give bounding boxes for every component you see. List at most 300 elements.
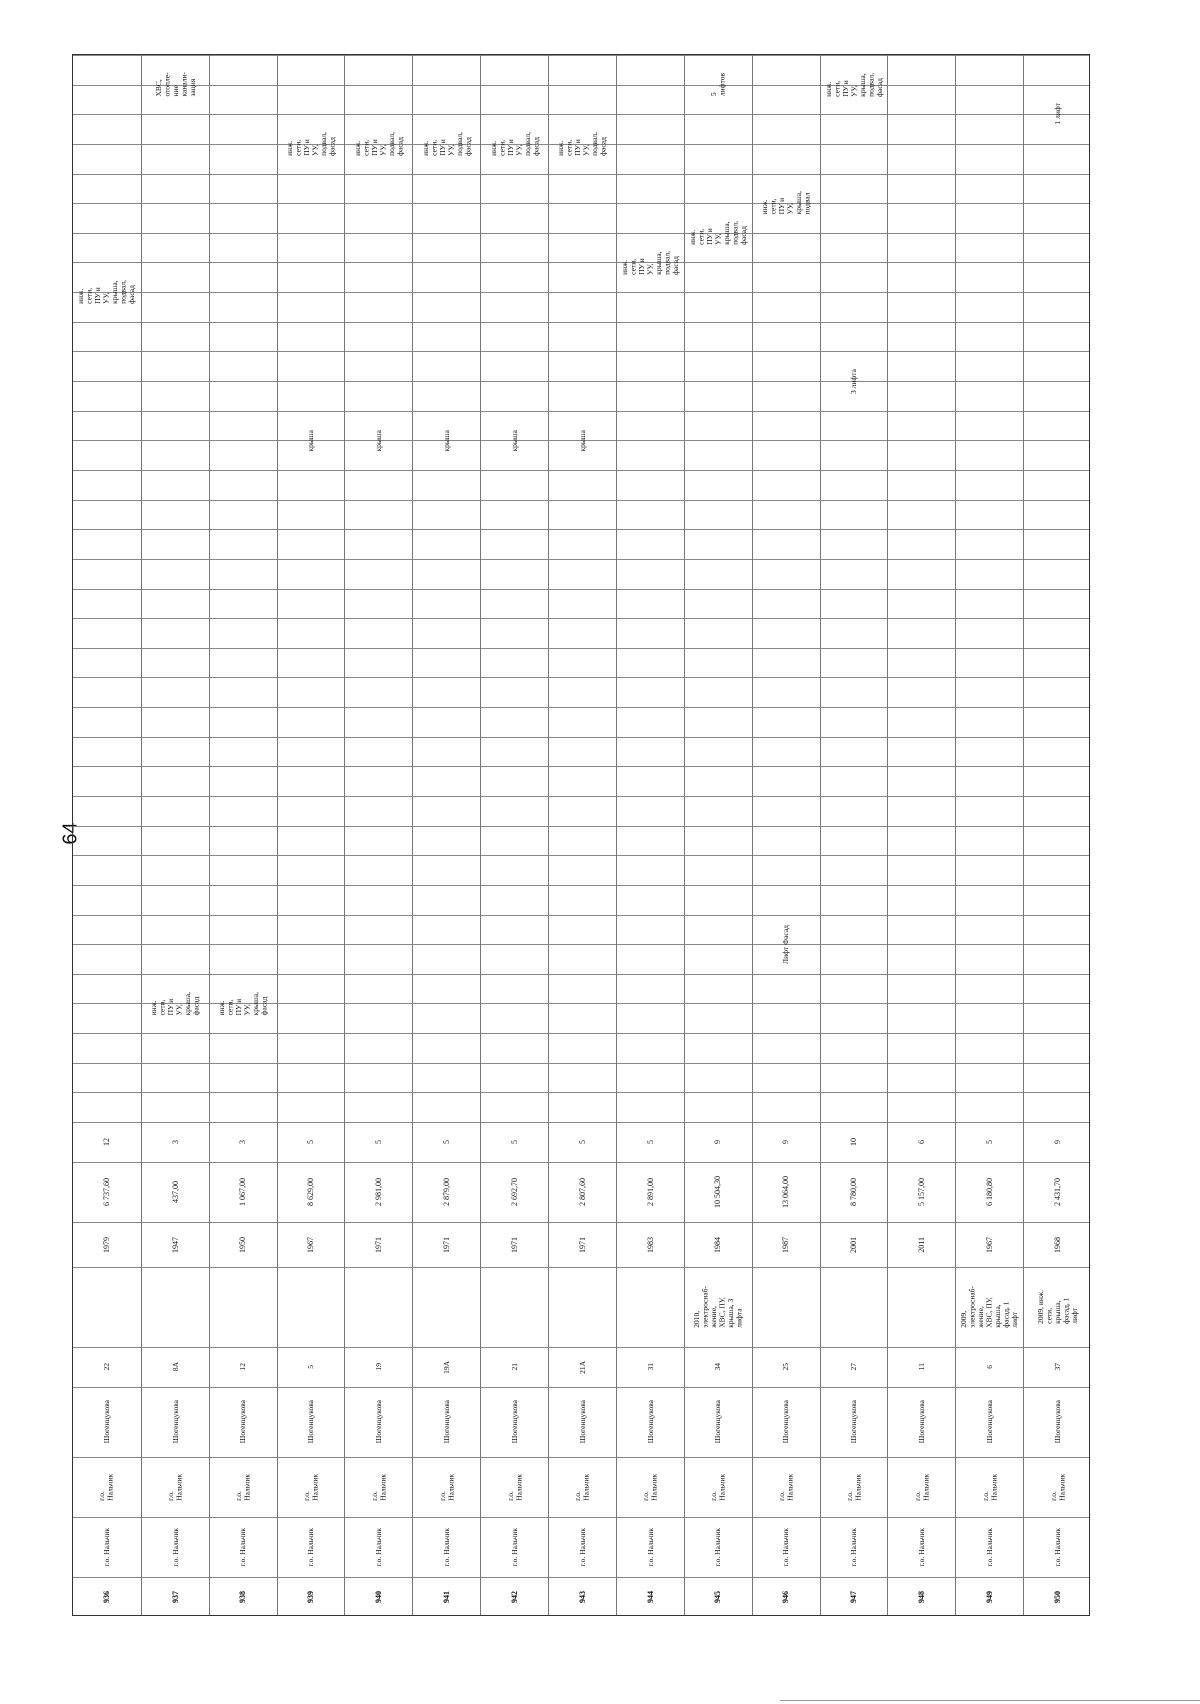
cell-text: г.о. Нальчик (713, 1527, 723, 1567)
cell-area (210, 1162, 278, 1222)
cell-text: г.о. Нальчик (1048, 1473, 1067, 1501)
cell-text: 5 (306, 1365, 316, 1369)
cell-house (481, 1347, 549, 1387)
cell-floors (821, 1122, 889, 1162)
cell-text: 2010, электроснаб- жение, ХВС, ПУ, крыша, 3 лифта (692, 1286, 744, 1328)
cell-district (1024, 1517, 1092, 1577)
cell-text: 948 (917, 1591, 927, 1603)
cell-no (956, 1577, 1024, 1617)
cell-year (345, 1222, 413, 1267)
cell-text: Шогенцукова (374, 1400, 384, 1444)
cell-year (73, 1222, 141, 1267)
cell-text: Шогенцукова (713, 1400, 723, 1444)
cell-house (685, 1347, 753, 1387)
work-cell (753, 174, 821, 233)
cell-text: г.о. Нальчик (166, 1473, 184, 1501)
cell-area (617, 1162, 685, 1222)
cell-text: г.о. Нальчик (306, 1527, 316, 1567)
cell-street (753, 1387, 821, 1457)
cell-text: г.о. Нальчик (97, 1473, 115, 1501)
cell-text: 942 (509, 1591, 519, 1603)
cell-text: 1968 (1052, 1236, 1062, 1253)
cell-locality (210, 1457, 278, 1517)
cell-locality (278, 1457, 346, 1517)
table-row (73, 55, 141, 1615)
cell-house (278, 1347, 346, 1387)
table-row (684, 55, 752, 1615)
cell-text: г.о. Нальчик (917, 1527, 927, 1567)
cell-text: 1984 (713, 1236, 723, 1253)
page-number: 64 (59, 822, 82, 845)
cell-no (1024, 1577, 1092, 1617)
cell-house (821, 1347, 889, 1387)
cell-text: 13 064,00 (781, 1176, 791, 1208)
cell-locality (685, 1457, 753, 1517)
cell-text: г.о. Нальчик (1052, 1527, 1062, 1567)
table-row (141, 55, 209, 1615)
cell-text: Шогенцукова (781, 1400, 791, 1444)
cell-locality (73, 1457, 141, 1517)
cell-text: Шогенцукова (577, 1400, 587, 1444)
work-cell (481, 411, 549, 470)
cell-locality (956, 1457, 1024, 1517)
work-cell (481, 114, 549, 173)
cell-text: 9 (1052, 1140, 1062, 1144)
work-text: инж. сети, ПУ и УУ, крыша, фасад (217, 991, 269, 1016)
work-text: инж. сети, ПУ и УУ, крыша, подвал (760, 191, 812, 215)
cell-area (888, 1162, 956, 1222)
cell-text: 1947 (170, 1236, 180, 1253)
work-cell (549, 411, 617, 470)
cell-district (210, 1517, 278, 1577)
cell-text: 1987 (781, 1236, 791, 1253)
cell-text: Шогенцукова (101, 1400, 111, 1444)
cell-street (617, 1387, 685, 1457)
cell-text: г.о. Нальчик (369, 1473, 388, 1501)
cell-text: 2 879,00 (442, 1178, 451, 1206)
cell-district (142, 1517, 210, 1577)
cell-text: Шогенцукова (238, 1400, 248, 1444)
cell-text: 12 (238, 1363, 248, 1371)
cell-done (685, 1267, 753, 1347)
cell-text: 2 981,00 (374, 1178, 384, 1206)
cell-year (1024, 1222, 1092, 1267)
cell-district (821, 1517, 889, 1577)
cell-text: 31 (645, 1363, 655, 1371)
cell-done (413, 1267, 481, 1347)
cell-year (549, 1222, 617, 1267)
cell-done (753, 1267, 821, 1347)
cell-text: 3 (238, 1140, 248, 1144)
work-cell (345, 411, 413, 470)
cell-text: г.о. Нальчик (509, 1527, 519, 1567)
cell-text: г.о. Нальчик (984, 1527, 994, 1567)
work-cell (821, 55, 889, 114)
cell-text: г.о. Нальчик (641, 1473, 659, 1501)
cell-text: Шогенцукова (984, 1400, 994, 1444)
cell-area (413, 1162, 481, 1222)
work-cell (1024, 85, 1092, 144)
cell-house (956, 1347, 1024, 1387)
cell-house (142, 1347, 210, 1387)
cell-text: Шогенцукова (170, 1400, 180, 1444)
cell-area (345, 1162, 413, 1222)
cell-text: г.о. Нальчик (849, 1527, 859, 1567)
cell-district (413, 1517, 481, 1577)
cell-text: 6 (917, 1140, 927, 1144)
work-text: крыша (509, 429, 519, 452)
cell-text: 5 (509, 1140, 519, 1144)
cell-house (73, 1347, 141, 1387)
cell-text: 5 (984, 1140, 994, 1144)
cell-house (413, 1347, 481, 1387)
cell-text: 1967 (306, 1236, 316, 1253)
cell-floors (278, 1122, 346, 1162)
cell-text: 19А (442, 1360, 451, 1374)
cell-text: г.о. Нальчик (709, 1473, 727, 1501)
work-text: крыша (577, 429, 587, 452)
work-text: инж. сети, ПУ и УУ, подвал, фасад (556, 131, 608, 156)
cell-text: 2 692,70 (509, 1178, 519, 1206)
cell-text: 11 (917, 1363, 927, 1371)
cell-text: Шогенцукова (645, 1400, 655, 1444)
cell-floors (481, 1122, 549, 1162)
cell-text: 12 (101, 1138, 111, 1146)
cell-street (821, 1387, 889, 1457)
cell-text: 37 (1052, 1363, 1062, 1371)
cell-no (888, 1577, 956, 1617)
cell-area (685, 1162, 753, 1222)
table-row (548, 55, 616, 1615)
cell-no (753, 1577, 821, 1617)
cell-district (956, 1517, 1024, 1577)
cell-year (617, 1222, 685, 1267)
cell-district (73, 1517, 141, 1577)
cell-no (278, 1577, 346, 1617)
cell-locality (413, 1457, 481, 1517)
cell-area (821, 1162, 889, 1222)
work-text: инж. сети, ПУ и УУ, подвал, фасад (488, 131, 541, 156)
cell-done (73, 1267, 141, 1347)
cell-no (685, 1577, 753, 1617)
work-text: крыша (306, 429, 316, 452)
cell-text: г.о. Нальчик (980, 1473, 999, 1501)
cell-text: 5 (442, 1140, 451, 1144)
cell-year (956, 1222, 1024, 1267)
cell-text: 949 (984, 1591, 994, 1603)
cell-text: 8 629,00 (306, 1178, 316, 1206)
cell-text: Шогенцукова (849, 1400, 859, 1444)
cell-text: г.о. Нальчик (101, 1527, 111, 1567)
cell-text: 5 (306, 1140, 316, 1144)
cell-done (278, 1267, 346, 1347)
cell-no (617, 1577, 685, 1617)
cell-street (549, 1387, 617, 1457)
cell-no (345, 1577, 413, 1617)
work-text: 1 лифт (1052, 103, 1062, 126)
cell-year (753, 1222, 821, 1267)
work-text: инж. сети, ПУ и УУ, крыша, фасад (149, 991, 201, 1016)
work-cell (278, 114, 346, 173)
cell-text: 941 (442, 1591, 451, 1603)
cell-text: 25 (781, 1363, 791, 1371)
cell-done (617, 1267, 685, 1347)
work-cell (821, 351, 889, 410)
table-row (480, 55, 548, 1615)
work-text: крыша (442, 429, 451, 452)
cell-text: г.о. Нальчик (170, 1527, 180, 1567)
cell-house (210, 1347, 278, 1387)
cell-district (753, 1517, 821, 1577)
cell-text: г.о. Нальчик (437, 1473, 456, 1501)
cell-text: 34 (713, 1363, 723, 1371)
cell-no (210, 1577, 278, 1617)
cell-text: 8А (170, 1362, 180, 1372)
cell-text: г.о. Нальчик (302, 1473, 320, 1501)
cell-text: 939 (306, 1591, 316, 1603)
cell-area (278, 1162, 346, 1222)
cell-text: 2011 (917, 1236, 927, 1253)
cell-floors (210, 1122, 278, 1162)
cell-floors (685, 1122, 753, 1162)
cell-text: 938 (238, 1591, 248, 1603)
work-text: Лифт Фасад (781, 924, 791, 964)
cell-text: 1971 (374, 1236, 384, 1253)
table-row (955, 55, 1023, 1615)
work-cell (685, 55, 753, 114)
work-text: инж. сети, ПУ и УУ, крыша, подвал, фасад (76, 280, 137, 305)
cell-text: 22 (101, 1363, 111, 1371)
cell-locality (888, 1457, 956, 1517)
cell-text: Шогенцукова (1052, 1400, 1062, 1444)
work-text: 5 лифтов (709, 73, 727, 97)
cell-text: 943 (577, 1591, 587, 1603)
cell-no (413, 1577, 481, 1617)
work-cell (73, 262, 141, 321)
cell-street (1024, 1387, 1092, 1457)
cell-text: 1950 (238, 1236, 248, 1253)
work-cell (210, 974, 278, 1033)
cell-house (549, 1347, 617, 1387)
cell-year (142, 1222, 210, 1267)
cell-area (549, 1162, 617, 1222)
cell-done (888, 1267, 956, 1347)
cell-text: 1971 (577, 1236, 587, 1253)
cell-locality (821, 1457, 889, 1517)
cell-text: 1971 (509, 1236, 519, 1253)
cell-street (685, 1387, 753, 1457)
cell-text: 944 (645, 1591, 655, 1603)
cell-year (685, 1222, 753, 1267)
cell-text: 1979 (101, 1236, 111, 1253)
cell-street (278, 1387, 346, 1457)
cell-text: г.о. Нальчик (374, 1527, 384, 1567)
cell-street (888, 1387, 956, 1457)
work-text: инж. сети, ПУ и УУ, крыша, подвал, фасад (687, 220, 748, 245)
table-row (344, 55, 412, 1615)
cell-done (142, 1267, 210, 1347)
cell-street (481, 1387, 549, 1457)
cell-district (617, 1517, 685, 1577)
cell-text: г.о. Нальчик (442, 1527, 451, 1567)
cell-text: 8 780,00 (849, 1178, 859, 1206)
cell-area (1024, 1162, 1092, 1222)
cell-done (956, 1267, 1024, 1347)
cell-district (888, 1517, 956, 1577)
cell-house (753, 1347, 821, 1387)
cell-done (549, 1267, 617, 1347)
cell-area (753, 1162, 821, 1222)
cell-locality (481, 1457, 549, 1517)
cell-area (73, 1162, 141, 1222)
cell-text: 2 891,00 (645, 1178, 655, 1206)
cell-locality (617, 1457, 685, 1517)
cell-text: 5 (645, 1140, 655, 1144)
cell-text: 945 (713, 1591, 723, 1603)
work-text: инж. сети, ПУ и УУ, подвал, фасад (285, 131, 337, 156)
cell-text: 10 504,30 (713, 1176, 723, 1208)
work-cell (278, 411, 346, 470)
cell-year (821, 1222, 889, 1267)
cell-house (617, 1347, 685, 1387)
cell-text: 1983 (645, 1236, 655, 1253)
table-row (820, 55, 888, 1615)
cell-text: 950 (1052, 1591, 1062, 1603)
work-cell (345, 114, 413, 173)
cell-done (481, 1267, 549, 1347)
table-row (616, 55, 684, 1615)
cell-no (821, 1577, 889, 1617)
cell-text: 9 (713, 1140, 723, 1144)
cell-text: 2 431,70 (1052, 1178, 1062, 1206)
cell-locality (753, 1457, 821, 1517)
cell-text: 6 (984, 1365, 994, 1369)
cell-year (888, 1222, 956, 1267)
cell-street (73, 1387, 141, 1457)
cell-text: Шогенцукова (917, 1400, 927, 1444)
cell-text: г.о. Нальчик (912, 1473, 931, 1501)
cell-floors (142, 1122, 210, 1162)
work-cell (142, 974, 210, 1033)
cell-text: г.о. Нальчик (781, 1527, 791, 1567)
cell-street (956, 1387, 1024, 1457)
cell-floors (753, 1122, 821, 1162)
work-cell (685, 203, 753, 262)
cell-floors (549, 1122, 617, 1162)
cell-house (1024, 1347, 1092, 1387)
work-text: крыша (374, 429, 384, 452)
cell-text: Шогенцукова (306, 1400, 316, 1444)
cell-text: 6 180,80 (984, 1178, 994, 1206)
cell-text: г.о. Нальчик (505, 1473, 524, 1501)
work-cell (413, 411, 481, 470)
cell-locality (345, 1457, 413, 1517)
cell-text: г.о. Нальчик (844, 1473, 863, 1501)
cell-text: г.о. Нальчик (238, 1527, 248, 1567)
cell-no (481, 1577, 549, 1617)
cell-done (210, 1267, 278, 1347)
cell-text: 936 (101, 1591, 111, 1603)
table-row (1023, 55, 1091, 1615)
cell-floors (956, 1122, 1024, 1162)
cell-floors (1024, 1122, 1092, 1162)
work-cell (413, 114, 481, 173)
cell-floors (617, 1122, 685, 1162)
table-row (209, 55, 277, 1615)
data-table (72, 54, 1090, 1616)
cell-text: г.о. Нальчик (234, 1473, 252, 1501)
cell-locality (549, 1457, 617, 1517)
cell-text: 5 157,00 (917, 1178, 927, 1206)
cell-district (481, 1517, 549, 1577)
cell-text: 946 (781, 1591, 791, 1603)
cell-house (888, 1347, 956, 1387)
cell-text: 437,00 (170, 1181, 180, 1203)
cell-locality (142, 1457, 210, 1517)
cell-text: 10 (849, 1138, 859, 1146)
cell-area (481, 1162, 549, 1222)
cell-text: г.о. Нальчик (645, 1527, 655, 1567)
cell-district (278, 1517, 346, 1577)
cell-done (345, 1267, 413, 1347)
cell-text: Шогенцукова (509, 1400, 519, 1444)
cell-year (413, 1222, 481, 1267)
cell-done (821, 1267, 889, 1347)
cell-no (73, 1577, 141, 1617)
cell-text: 5 (577, 1140, 587, 1144)
cell-floors (345, 1122, 413, 1162)
cell-text: г.о. Нальчик (573, 1473, 591, 1501)
work-cell (617, 233, 685, 292)
cell-year (278, 1222, 346, 1267)
cell-done (1024, 1267, 1092, 1347)
cell-text: 1967 (984, 1236, 994, 1253)
cell-text: Шогенцукова (442, 1400, 451, 1444)
work-text: ХВС, отопле- ние канали- зация (153, 72, 197, 97)
cell-street (345, 1387, 413, 1457)
cell-street (142, 1387, 210, 1457)
cell-text: 21А (577, 1360, 587, 1374)
cell-year (481, 1222, 549, 1267)
cell-district (685, 1517, 753, 1577)
work-cell (753, 915, 821, 974)
cell-text: г.о. Нальчик (777, 1473, 795, 1501)
table-row (887, 55, 955, 1615)
cell-floors (73, 1122, 141, 1162)
cell-text: 1971 (442, 1236, 451, 1253)
cell-text: 5 (374, 1140, 384, 1144)
cell-no (142, 1577, 210, 1617)
cell-area (142, 1162, 210, 1222)
work-text: инж. сети, ПУ и УУ, крыша, подвал, фасад (823, 72, 884, 97)
cell-district (549, 1517, 617, 1577)
cell-house (345, 1347, 413, 1387)
cell-text: 19 (374, 1363, 384, 1371)
cell-text: 937 (170, 1591, 180, 1603)
cell-text: 3 (170, 1140, 180, 1144)
cell-text: 1 067,00 (238, 1178, 248, 1206)
cell-text: 947 (849, 1591, 859, 1603)
work-text: инж. сети, ПУ и УУ, крыша, подвал, фасад (620, 250, 681, 275)
table-row (277, 55, 345, 1615)
cell-floors (888, 1122, 956, 1162)
cell-street (413, 1387, 481, 1457)
cell-text: 2009, инж. сети, крыша, фасад, 1 лифт (1035, 1290, 1079, 1324)
cell-text: 2 807,60 (577, 1178, 587, 1206)
cell-street (210, 1387, 278, 1457)
work-cell (142, 55, 210, 114)
cell-text: 940 (374, 1591, 384, 1603)
